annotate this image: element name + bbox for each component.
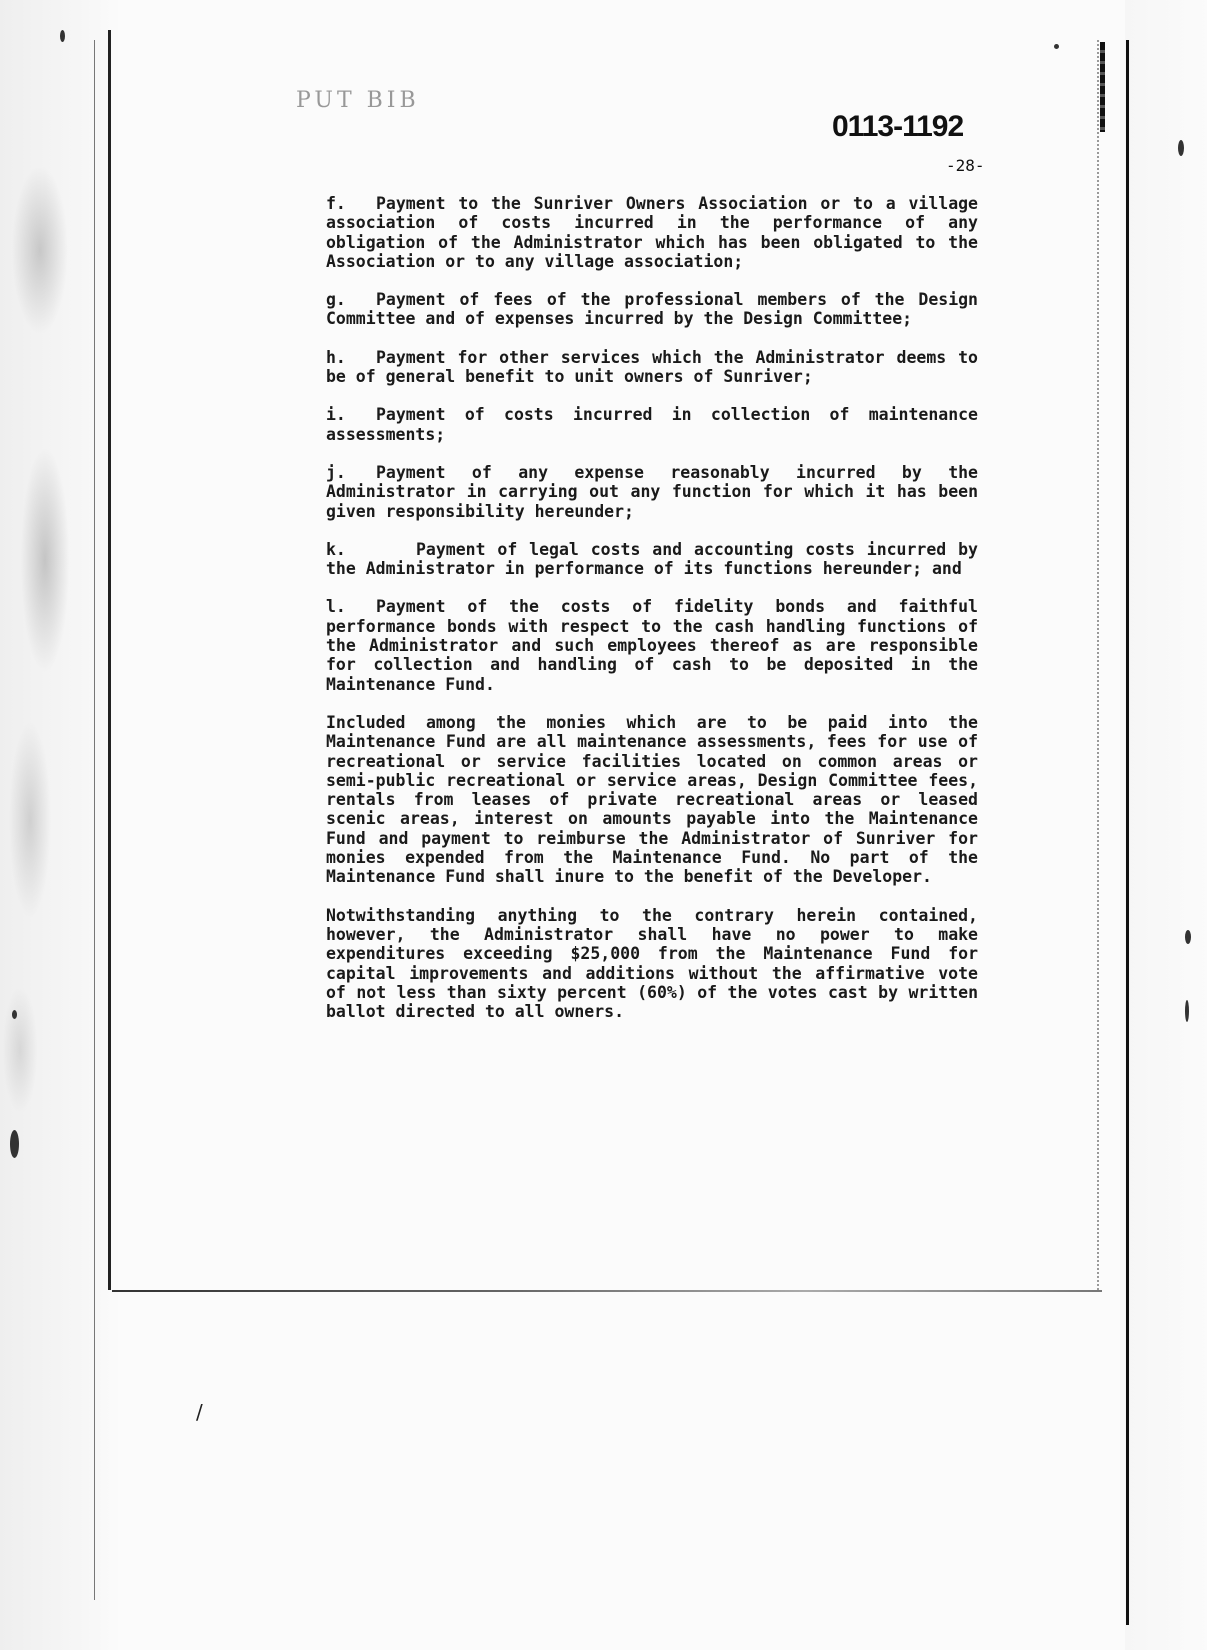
scan-speck [1054,44,1059,49]
paragraph-included-monies [326,713,978,887]
item-text: Payment of fees of the professional members of the Design Committee and of expenses incurred by the Design Committee; [326,290,978,329]
paragraph-g [326,290,978,329]
paragraph-k [326,540,978,579]
paragraph-text: Notwithstanding anything to the contrary herein contained, however, the Administrator shall have no power to make expenditures exceeding $25,000 from the Maintenance Fund for capital improvements and additions without the affirmative vote of not less than sixty percent (60%) of the votes cast by written ballot directed to all owners. [326,905,978,1022]
item-label: k. [326,539,346,559]
item-label: g. [326,290,346,310]
item-text: Payment of the costs of fidelity bonds and faithful performance bonds with respect to the cash handling functions of the Administrator and such employees thereof as are responsible for collection and handling of cash to be deposited in the Maintenance Fund. [326,597,978,694]
scan-edge-right [1126,40,1129,1625]
page-border-right [1097,40,1101,1290]
page-border-left [108,30,111,1290]
faded-stamp: PUT BIB [296,88,420,113]
binding-mark [1100,42,1105,132]
page-border-bottom [112,1290,1102,1292]
item-label: f. [326,194,346,213]
page-number: -28- [946,156,985,175]
stray-pen-mark: / [196,1400,203,1424]
item-label: h. [326,347,346,367]
scan-speck [1178,140,1184,156]
item-text: Payment to the Sunriver Owners Association or to a village association of costs incurred in the performance of any obligation of the Administrator which has been obligated to the Association or to any village association; [326,194,978,271]
document-body [326,194,978,1040]
scan-shadow-left [0,0,118,1650]
scan-speck [10,1130,19,1158]
scan-speck [60,30,65,42]
item-label: i. [326,405,346,425]
paragraph-f [326,194,978,271]
paragraph-notwithstanding [326,906,978,1022]
item-label: l. [326,597,346,617]
scan-speck [12,1010,17,1019]
item-text: Payment of costs incurred in collection of maintenance assessments; [326,405,978,444]
scan-shadow-right [1125,0,1207,1650]
paragraph-j [326,463,978,521]
page-edge-line [94,40,95,1600]
item-text: Payment for other services which the Administrator deems to be of general benefit to unit owners of Sunriver; [326,347,978,387]
paragraph-l [326,597,978,693]
item-text: Payment of legal costs and accounting costs incurred by the Administrator in performance of its functions hereunder; and [326,539,978,579]
paragraph-text: Included among the monies which are to be paid into the Maintenance Fund are all maintenance assessments, fees for use of recreational or service facilities located on common areas or semi-public recreational or service areas, Design Committee fees, rentals from leases of private recreational areas or leased scenic areas, interest on amounts payable into the Maintenance Fund and payment to reimburse the Administrator of Sunriver for monies expended from the Maintenance Fund. No part of the Maintenance Fund shall inure to the benefit of the Developer. [326,712,978,887]
paragraph-i [326,405,978,444]
document-number: 0113-1192 [832,110,964,143]
scan-speck [1185,1000,1189,1022]
scan-speck [1185,930,1191,944]
item-label: j. [326,462,346,482]
item-text: Payment of any expense reasonably incurred by the Administrator in carrying out any function for which it has been given responsibility hereunder; [326,462,978,521]
paragraph-h [326,348,978,387]
